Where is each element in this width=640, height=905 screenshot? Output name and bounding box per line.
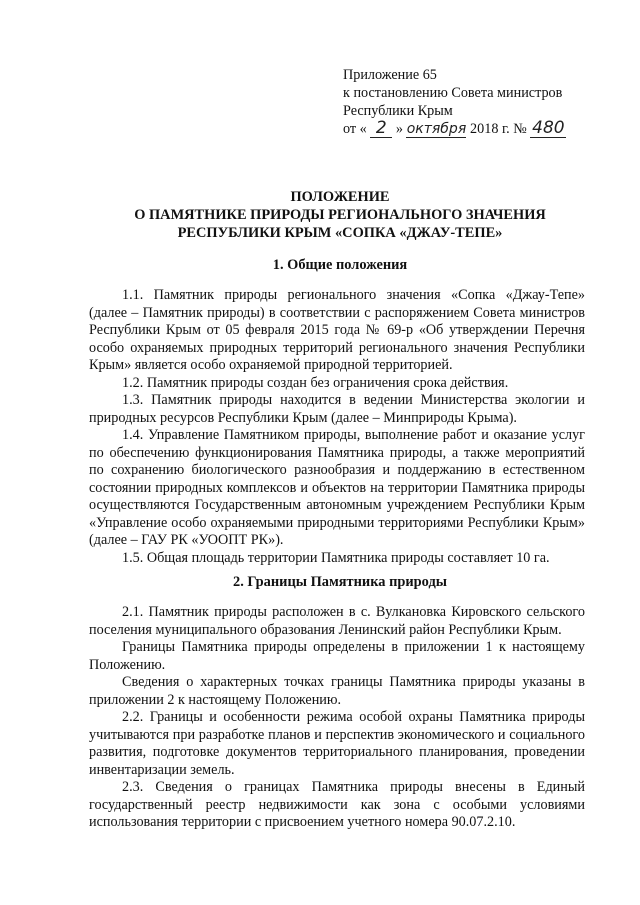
authority-name: Республики Крым <box>343 103 453 119</box>
date-month-handwritten: октября <box>406 121 467 137</box>
paragraph-1-3: 1.3. Памятник природы находится в ведении Министерства экологии и природных ресурсов Республики Крым (далее – Минприроды Крыма). <box>89 392 585 426</box>
date-day-handwritten: 2 <box>375 118 387 138</box>
resolution-date-line <box>343 120 566 138</box>
paragraph-2-1-points: Сведения о характерных точках границы Памятника природы указаны в приложении 2 к настоящему Положению. <box>89 674 585 708</box>
paragraph-1-5: 1.5. Общая площадь территории Памятника природы составляет 10 га. <box>122 549 550 566</box>
section-2-body <box>89 604 585 832</box>
paragraph-1-4: 1.4. Управление Памятником природы, выполнение работ и оказание услуг по обеспечению функционирования Памятника природы, а также мероприятий по сохранению биологического разнообразия и поддержанию в естественном состоянии природных комплексов и объектов на территории Памятника природы осуществляются Государственным автономным учреждением Республики Крым «Управление особо охраняемыми природными территориями Республики Крым» (далее – ГАУ РК «УООПТ РК»). <box>89 427 585 548</box>
appendix-number: Приложение 65 <box>343 67 437 83</box>
date-month-field <box>406 121 466 138</box>
section-1-body <box>89 287 585 567</box>
date-year: 2018 г. № <box>470 121 527 137</box>
paragraph-1-2: 1.2. Памятник природы создан без ограничения срока действия. <box>122 374 509 391</box>
paragraph-1-1: 1.1. Памятник природы регионального значения «Сопка «Джау-Тепе» (далее – Памятник природы) в соответствии с распоряжением Совета министров Республики Крым от 05 февраля 2015 года № 69-р «Об утверждении Перечня особо охраняемых природных территорий регионального значения Республики Крым» является особо охраняемой природной территорией. <box>89 287 585 373</box>
paragraph-2-3: 2.3. Сведения о границах Памятника природы внесены в Единый государственный реестр недвижимости как зона с особыми условиями использования территории с присвоением учетного номера 90.07.2.10. <box>89 779 585 830</box>
section-2-heading: 2. Границы Памятника природы <box>233 574 447 590</box>
appendix-header <box>343 66 566 138</box>
resolution-number-handwritten: 480 <box>532 118 565 138</box>
paragraph-2-1-borders: Границы Памятника природы определены в приложении 1 к настоящему Положению. <box>89 639 585 673</box>
document-title <box>80 188 600 242</box>
title-line-3: РЕСПУБЛИКИ КРЫМ «СОПКА «ДЖАУ-ТЕПЕ» <box>177 225 503 241</box>
title-line-1: ПОЛОЖЕНИЕ <box>290 189 390 205</box>
paragraph-2-2: 2.2. Границы и особенности режима особой охраны Памятника природы учитываются при разработке планов и перспектив экономического и социального развития, подготовке документов территориального планирования, проведении инвентаризации земель. <box>89 709 585 778</box>
date-day-field <box>370 120 392 138</box>
resolution-reference: к постановлению Совета министров <box>343 85 563 101</box>
date-mid: » <box>395 121 403 137</box>
section-1-heading: 1. Общие положения <box>272 257 408 273</box>
title-line-2: О ПАМЯТНИКЕ ПРИРОДЫ РЕГИОНАЛЬНОГО ЗНАЧЕНИЯ <box>134 207 546 223</box>
date-prefix: от « <box>343 121 367 137</box>
paragraph-2-1: 2.1. Памятник природы расположен в с. Вулкановка Кировского сельского поселения муниципального образования Ленинский район Республики Крым. <box>89 604 585 638</box>
resolution-number-field <box>530 120 566 138</box>
